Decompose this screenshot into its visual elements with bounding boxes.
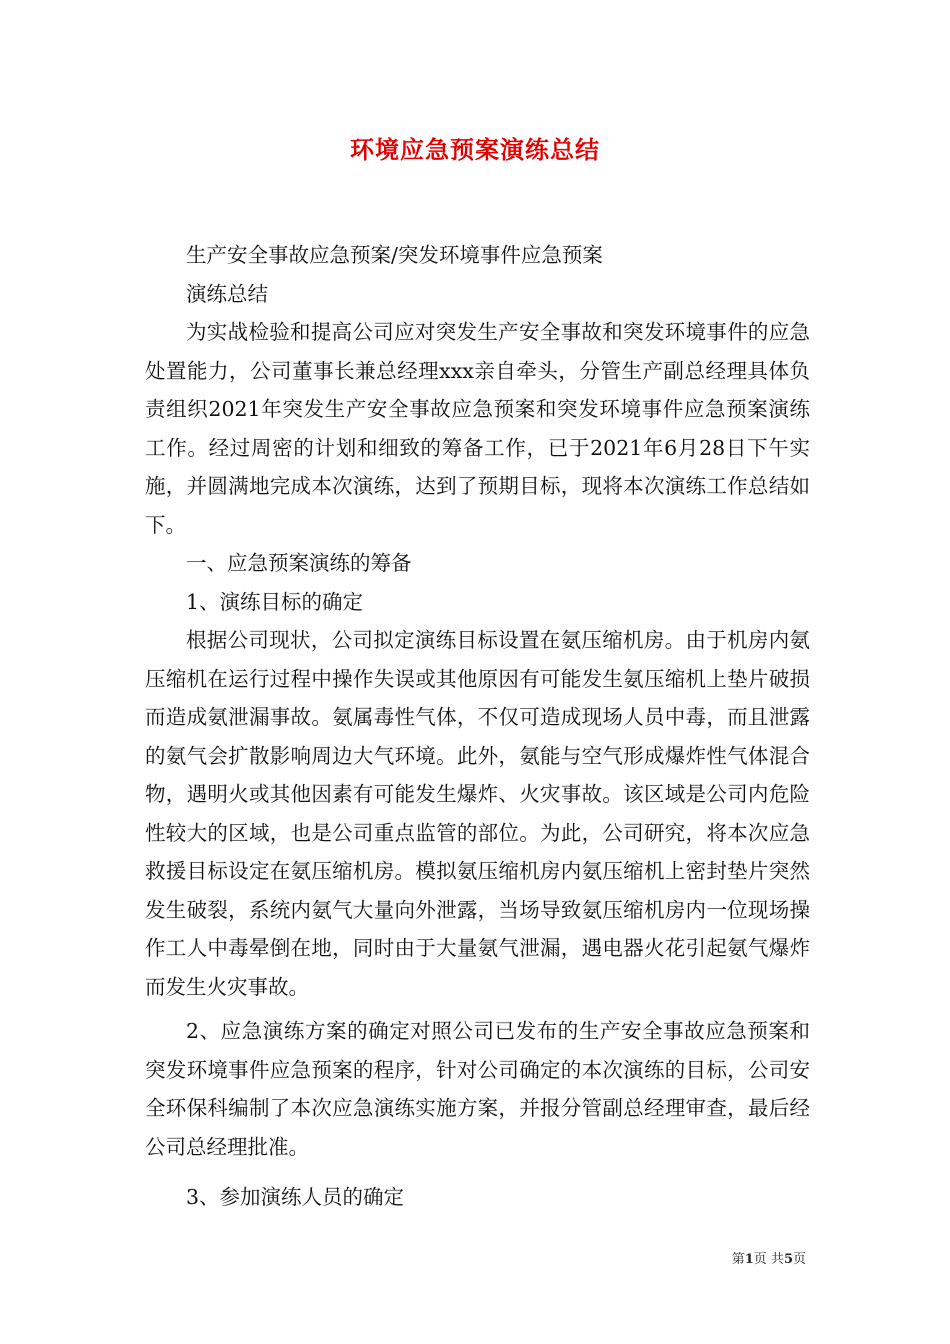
paragraph-target: 根据公司现状，公司拟定演练目标设置在氨压缩机房。由于机房内氨压缩机在运行过程中操作失误或其他原因有可能发生氨压缩机上垫片破损而造成氨泄漏事故。氨属毒性气体，不仅可造成现场人员中毒，而且泄露的氨气会扩散影响周边大气环境。此外，氨能与空气形成爆炸性气体混合物，遇明火或其他因素有可能发生爆炸、火灾事故。该区域是公司内危险性较大的区域，也是公司重点监管的部位。为此，公司研究，将本次应急救援目标设定在氨压缩机房。模拟氨压缩机房内氨压缩机上密封垫片突然发生破裂，系统内氨气大量向外泄露，当场导致氨压缩机房内一位现场操作工人中毒晕倒在地，同时由于大量氨气泄漏，遇电器火花引起氨气爆炸而发生火灾事故。 (145, 628, 810, 999)
paragraph-intro: 为实战检验和提高公司应对突发生产安全事故和突发环境事件的应急处置能力，公司董事长兼总经理xxx亲自牵头，分管生产副总经理具体负责组织2021年突发生产安全事故应急预案和突发环境事件应急预案演练工作。经过周密的计划和细致的筹备工作，已于2021年6月28日下午实施，并圆满地完成本次演练，达到了预期目标，现将本次演练工作总结如下。 (145, 320, 810, 537)
footer-total-pages: 5 (783, 1252, 793, 1267)
footer-current-page: 1 (744, 1252, 754, 1267)
document-title: 环境应急预案演练总结 (350, 135, 600, 164)
section-heading-1: 一、应急预案演练的筹备 (186, 551, 412, 575)
paragraph-subtitle-1: 生产安全事故应急预案/突发环境事件应急预案 (186, 243, 603, 267)
subsection-heading-3: 3、参加演练人员的确定 (186, 1185, 405, 1209)
subsection-heading-1: 1、演练目标的确定 (186, 589, 364, 614)
page-number-footer (732, 1248, 806, 1267)
paragraph-plan: 2、应急演练方案的确定对照公司已发布的生产安全事故应急预案和突发环境事件应急预案的程序，针对公司确定的本次演练的目标，公司安全环保科编制了本次应急演练实施方案，并报分管副总经理审查，最后经公司总经理批准。 (145, 1019, 810, 1159)
paragraph-subtitle-2: 演练总结 (186, 281, 268, 306)
document-body (145, 236, 810, 1217)
footer-suffix: 页 (792, 1252, 806, 1267)
footer-prefix: 第 (731, 1252, 745, 1267)
footer-middle: 页 共 (753, 1252, 784, 1267)
